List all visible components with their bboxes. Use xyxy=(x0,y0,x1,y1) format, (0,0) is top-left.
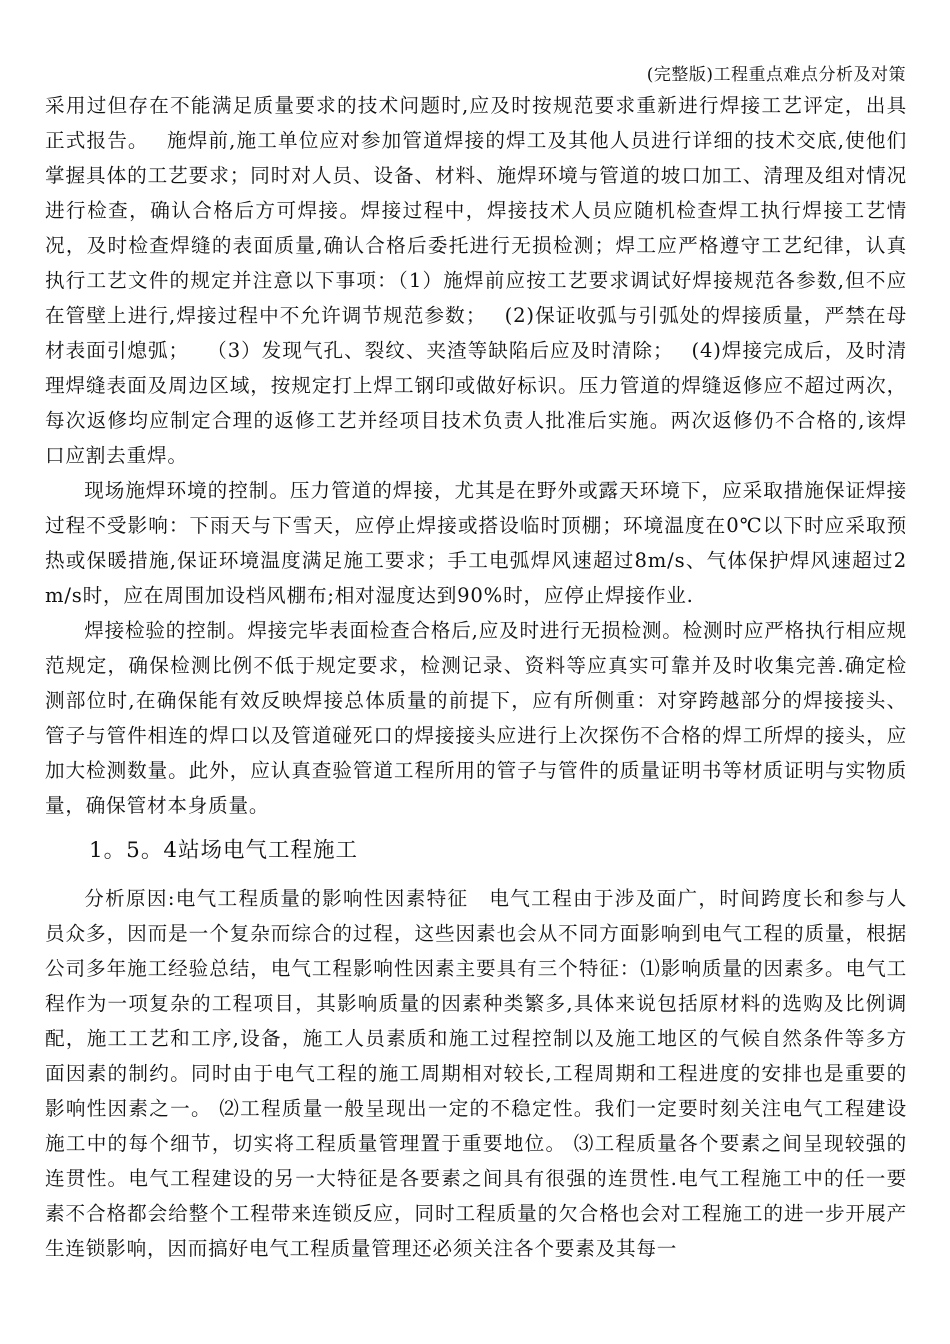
paragraph-welding-inspection: 焊接检验的控制。焊接完毕表面检查合格后,应及时进行无损检测。检测时应严格执行相应规范规定，确保检测比例不低于规定要求，检测记录、资料等应真实可靠并及时收集完善.确定检测部位时,在确保能有效反映焊接总体质量的前提下，应有所侧重：对穿跨越部分的焊接接头、管子与管件相连的焊口以及管道碰死口的焊接接头应进行上次探伤不合格的焊工所焊的接头，应加大检测数量。此外，应认真查验管道工程所用的管子与管件的质量证明书等材质证明与实物质量，确保管材本身质量。 xyxy=(45,619,907,817)
section-heading: 1。5。4站场电气工程施工 xyxy=(89,838,359,863)
paragraph-welding-procedure: 采用过但存在不能满足质量要求的技术问题时,应及时按规范要求重新进行焊接工艺评定，出具正式报告。 施焊前,施工单位应对参加管道焊接的焊工及其他人员进行详细的技术交底,使他们掌握具体的工艺要求；同时对人员、设备、材料、施焊环境与管道的坡口加工、清理及组对情况进行检查，确认合格后方可焊接。焊接过程中，焊接技术人员应随机检查焊工执行焊接工艺情况，及时检查焊缝的表面质量,确认合格后委托进行无损检测；焊工应严格遵守工艺纪律，认真执行工艺文件的规定并注意以下事项：（1）施焊前应按工艺要求调试好焊接规范各参数,但不应在管壁上进行,焊接过程中不允许调节规范参数； (2)保证收弧与引弧处的焊接质量，严禁在母材表面引熄弧； （3）发现气孔、裂纹、夹渣等缺陷后应及时清除； (4)焊接完成后，及时清理焊缝表面及周边区域，按规定打上焊工钢印或做好标识。压力管道的焊缝返修应不超过两次，每次返修均应制定合理的返修工艺并经项目技术负责人批准后实施。两次返修仍不合格的,该焊口应割去重焊。 xyxy=(45,94,907,467)
document-body xyxy=(45,88,907,1266)
paragraph-electrical-analysis: 分析原因:电气工程质量的影响性因素特征 电气工程由于涉及面广，时间跨度长和参与人员众多，因而是一个复杂而综合的过程，这些因素也会从不同方面影响到电气工程的质量，根据公司多年施工经验总结，电气工程影响性因素主要具有三个特征：⑴影响质量的因素多。电气工程作为一项复杂的工程项目，其影响质量的因素种类繁多,具体来说包括原材料的选购及比例调配，施工工艺和工序,设备，施工人员素质和施工过程控制以及施工地区的气候自然条件等多方面因素的制约。同时由于电气工程的施工周期相对较长,工程周期和工程进度的安排也是重要的影响性因素之一。 ⑵工程质量一般呈现出一定的不稳定性。我们一定要时刻关注电气工程建设施工中的每个细节，切实将工程质量管理置于重要地位。 ⑶工程质量各个要素之间呈现较强的连贯性。电气工程建设的另一大特征是各要素之间具有很强的连贯性.电气工程施工中的任一要素不合格都会给整个工程带来连锁反应，同时工程质量的欠合格也会对工程施工的进一步开展产生连锁影响，因而搞好电气工程质量管理还必须关注各个要素及其每一 xyxy=(45,887,907,1260)
paragraph-welding-environment: 现场施焊环境的控制。压力管道的焊接，尤其是在野外或露天环境下，应采取措施保证焊接过程不受影响：下雨天与下雪天，应停止焊接或搭设临时顶棚；环境温度在0℃以下时应采取预热或保暖措施,保证环境温度满足施工要求；手工电弧焊风速超过8m/s、气体保护焊风速超过2m/s时，应在周围加设档风棚布;相对湿度达到90%时，应停止焊接作业. xyxy=(45,479,907,607)
running-header: (完整版)工程重点难点分析及对策 xyxy=(646,65,906,85)
